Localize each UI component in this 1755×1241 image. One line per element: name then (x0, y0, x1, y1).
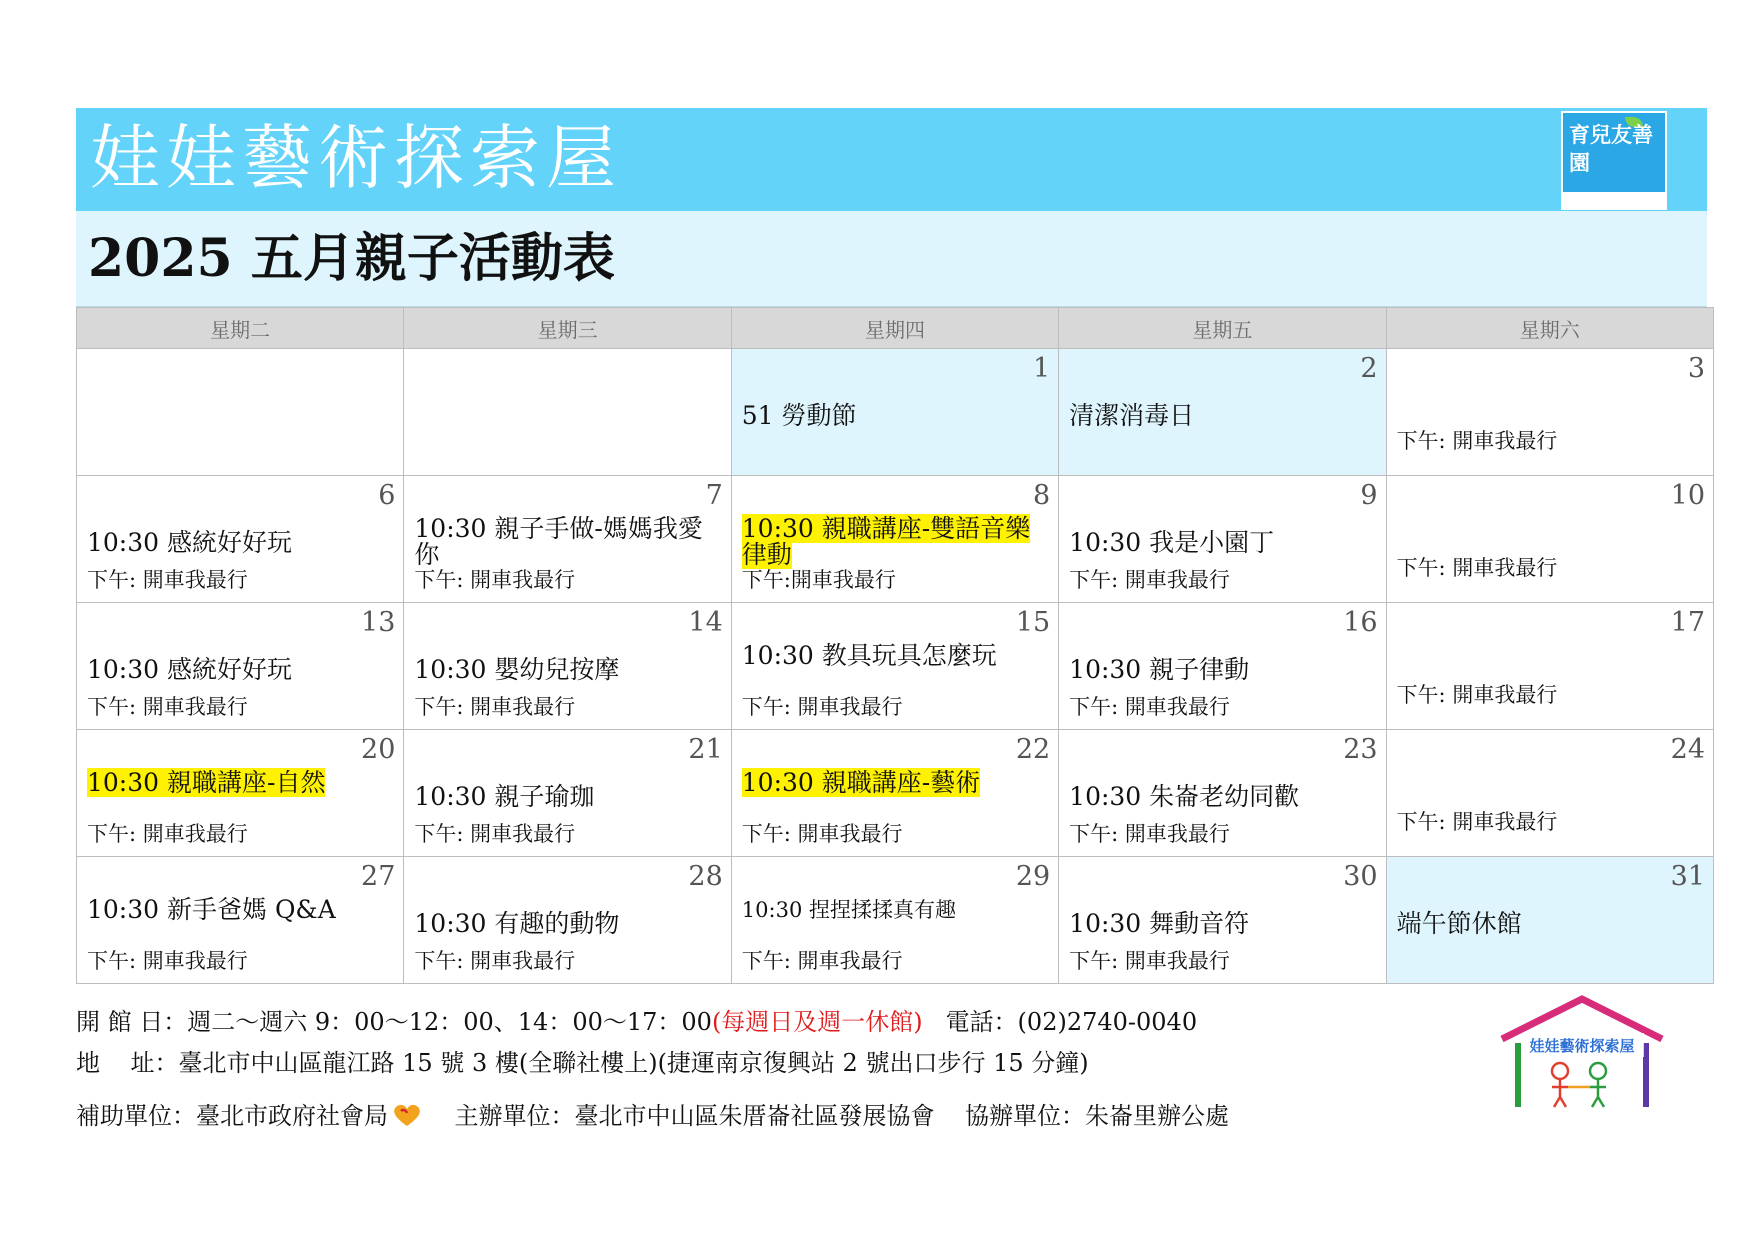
social-affairs-heart-icon (390, 1102, 424, 1128)
calendar-week-row (77, 730, 1714, 857)
hours-label: 開 館 日： (76, 1008, 188, 1036)
morning-event (414, 657, 722, 683)
calendar-day-cell (1386, 603, 1713, 730)
afternoon-event: 下午: 開車我最行 (1069, 949, 1230, 973)
calendar-day-cell (1386, 857, 1713, 984)
calendar-day-cell (77, 603, 404, 730)
day-number: 10 (1670, 480, 1705, 511)
calendar-day-cell (1386, 730, 1713, 857)
event-text: 10:30 有趣的動物 (414, 909, 620, 938)
morning-event (1069, 530, 1377, 556)
day-number: 22 (1015, 734, 1051, 765)
afternoon-event: 下午: 開車我最行 (1069, 695, 1230, 719)
day-number: 27 (361, 861, 396, 892)
event-text: 10:30 親子瑜珈 (414, 782, 595, 811)
art-house-logo-icon (1498, 995, 1666, 1115)
calendar-day-cell (1059, 476, 1386, 603)
calendar-day-cell (1386, 476, 1713, 603)
day-number: 29 (1015, 861, 1051, 892)
event-text: 10:30 嬰幼兒按摩 (414, 655, 620, 684)
event-text: 51 勞動節 (741, 401, 857, 430)
calendar-day-cell (404, 730, 731, 857)
morning-event (1069, 403, 1377, 429)
weekday-header: 星期二 (77, 308, 404, 349)
sponsor-text: 補助單位：臺北市政府社會局 (76, 1102, 388, 1130)
afternoon-event: 下午: 開車我最行 (1396, 556, 1558, 580)
weekday-header: 星期六 (1386, 308, 1713, 349)
calendar-week-row (77, 349, 1714, 476)
event-text: 10:30 感統好好玩 (87, 528, 292, 557)
event-text: 10:30 新手爸媽 Q&A (87, 895, 336, 924)
afternoon-event: 下午: 開車我最行 (741, 822, 903, 846)
morning-event (87, 657, 395, 683)
morning-event (742, 403, 1050, 429)
afternoon-event: 下午: 開車我最行 (1396, 810, 1558, 834)
address-text: 臺北市中山區龍江路 15 號 3 樓(全聯社樓上)(捷運南京復興站 2 號出口步行 15 分鐘) (178, 1049, 1089, 1077)
afternoon-event: 下午: 開車我最行 (741, 695, 903, 719)
calendar-day-cell (731, 857, 1058, 984)
organizers-line (76, 1096, 1229, 1131)
afternoon-event: 下午: 開車我最行 (1069, 568, 1230, 592)
afternoon-event: 下午: 開車我最行 (87, 695, 248, 719)
calendar-day-cell (77, 349, 404, 476)
calendar-day-cell (1059, 730, 1386, 857)
event-text: 10:30 親子律動 (1069, 655, 1250, 684)
calendar-day-cell (1386, 349, 1713, 476)
morning-event (414, 516, 722, 568)
morning-event (87, 770, 395, 796)
day-number: 23 (1343, 734, 1378, 765)
day-number: 17 (1670, 607, 1705, 638)
event-text: 10:30 教具玩具怎麼玩 (741, 641, 997, 670)
event-text: 10:30 感統好好玩 (87, 655, 292, 684)
phone-number: 電話：(02)2740-0040 (945, 1008, 1198, 1036)
afternoon-event: 下午: 開車我最行 (414, 695, 576, 719)
afternoon-event: 下午: 開車我最行 (1396, 683, 1558, 707)
calendar-day-cell (1059, 603, 1386, 730)
morning-event (742, 516, 1050, 568)
weekday-header: 星期五 (1059, 308, 1386, 349)
event-text: 清潔消毒日 (1069, 401, 1195, 430)
day-number: 30 (1343, 861, 1378, 892)
highlighted-event-text: 10:30 親職講座-雙語音樂律動 (741, 514, 1031, 569)
address-line (76, 1043, 1089, 1078)
morning-event (742, 770, 1050, 796)
morning-event (87, 897, 395, 923)
day-number: 2 (1360, 353, 1378, 384)
morning-event (414, 784, 722, 810)
afternoon-event: 下午: 開車我最行 (87, 822, 248, 846)
calendar-day-cell (731, 349, 1058, 476)
afternoon-event: 下午: 開車我最行 (1396, 429, 1558, 453)
calendar-body (77, 349, 1714, 984)
weekday-header: 星期四 (731, 308, 1058, 349)
day-number: 16 (1343, 607, 1378, 638)
event-text: 10:30 舞動音符 (1069, 909, 1250, 938)
address-label: 地 址： (76, 1049, 179, 1077)
subtitle-bar (76, 211, 1707, 307)
day-number: 9 (1360, 480, 1378, 511)
calendar-day-cell (404, 349, 731, 476)
day-number: 13 (361, 607, 396, 638)
calendar-day-cell (1059, 349, 1386, 476)
afternoon-event: 下午: 開車我最行 (414, 949, 576, 973)
day-number: 3 (1687, 353, 1705, 384)
event-text: 10:30 親子手做-媽媽我愛你 (414, 514, 703, 569)
day-number: 20 (361, 734, 396, 765)
calendar-day-cell (77, 857, 404, 984)
header-banner (76, 108, 1707, 211)
event-text: 10:30 我是小園丁 (1069, 528, 1275, 557)
calendar-week-row (77, 476, 1714, 603)
afternoon-event: 下午: 開車我最行 (87, 568, 248, 592)
morning-event (1069, 911, 1377, 937)
calendar-day-cell (404, 857, 731, 984)
event-text: 端午節休館 (1396, 909, 1522, 938)
day-number: 6 (378, 480, 396, 511)
afternoon-event: 下午: 開車我最行 (414, 568, 576, 592)
house-logo-text: 娃娃藝術探索屋 (1529, 1037, 1635, 1055)
morning-event (1397, 911, 1705, 937)
calendar-week-row (77, 857, 1714, 984)
calendar-table (76, 307, 1714, 984)
highlighted-event-text: 10:30 親職講座-藝術 (741, 768, 981, 797)
morning-event (742, 897, 1050, 923)
morning-event (414, 911, 722, 937)
event-text: 10:30 捏捏揉揉真有趣 (741, 898, 956, 922)
weekday-header-row (77, 308, 1714, 349)
day-number: 14 (688, 607, 723, 638)
event-text: 10:30 朱崙老幼同歡 (1069, 782, 1300, 811)
co-organizer-text: 協辦單位：朱崙里辦公處 (965, 1102, 1230, 1130)
childcare-friendly-logo (1561, 111, 1667, 210)
highlighted-event-text: 10:30 親職講座-自然 (87, 768, 326, 797)
schedule-title: 2025 五月親子活動表 (88, 228, 615, 289)
logo-text: 育兒友善園 (1569, 123, 1653, 175)
page-title: 娃娃藝術探索屋 (90, 117, 622, 199)
calendar-day-cell (731, 730, 1058, 857)
morning-event (87, 530, 395, 556)
calendar-day-cell (731, 603, 1058, 730)
weekday-header: 星期三 (404, 308, 731, 349)
morning-event (1069, 784, 1377, 810)
day-number: 24 (1670, 734, 1705, 765)
calendar-day-cell (404, 603, 731, 730)
day-number: 21 (688, 734, 723, 765)
afternoon-event: 下午:開車我最行 (741, 568, 896, 592)
calendar-day-cell (77, 476, 404, 603)
hours-text: 週二～週六 9：00～12：00、14：00～17：00 (187, 1008, 712, 1036)
day-number: 28 (688, 861, 723, 892)
calendar-day-cell (404, 476, 731, 603)
afternoon-event: 下午: 開車我最行 (1069, 822, 1230, 846)
afternoon-event: 下午: 開車我最行 (414, 822, 576, 846)
day-number: 15 (1015, 607, 1051, 638)
calendar-day-cell (77, 730, 404, 857)
day-number: 7 (705, 480, 723, 511)
opening-hours (76, 1002, 1197, 1037)
closed-days: (每週日及週一休館) (711, 1008, 923, 1036)
organizer-text: 主辦單位：臺北市中山區朱厝崙社區發展協會 (454, 1102, 935, 1130)
logo-base (1563, 192, 1665, 208)
morning-event (742, 643, 1050, 669)
afternoon-event: 下午: 開車我最行 (741, 949, 903, 973)
morning-event (1069, 657, 1377, 683)
day-number: 1 (1032, 353, 1051, 384)
calendar-day-cell (1059, 857, 1386, 984)
afternoon-event: 下午: 開車我最行 (87, 949, 248, 973)
calendar-day-cell (731, 476, 1058, 603)
calendar-week-row (77, 603, 1714, 730)
day-number: 31 (1670, 861, 1705, 892)
day-number: 8 (1032, 480, 1051, 511)
